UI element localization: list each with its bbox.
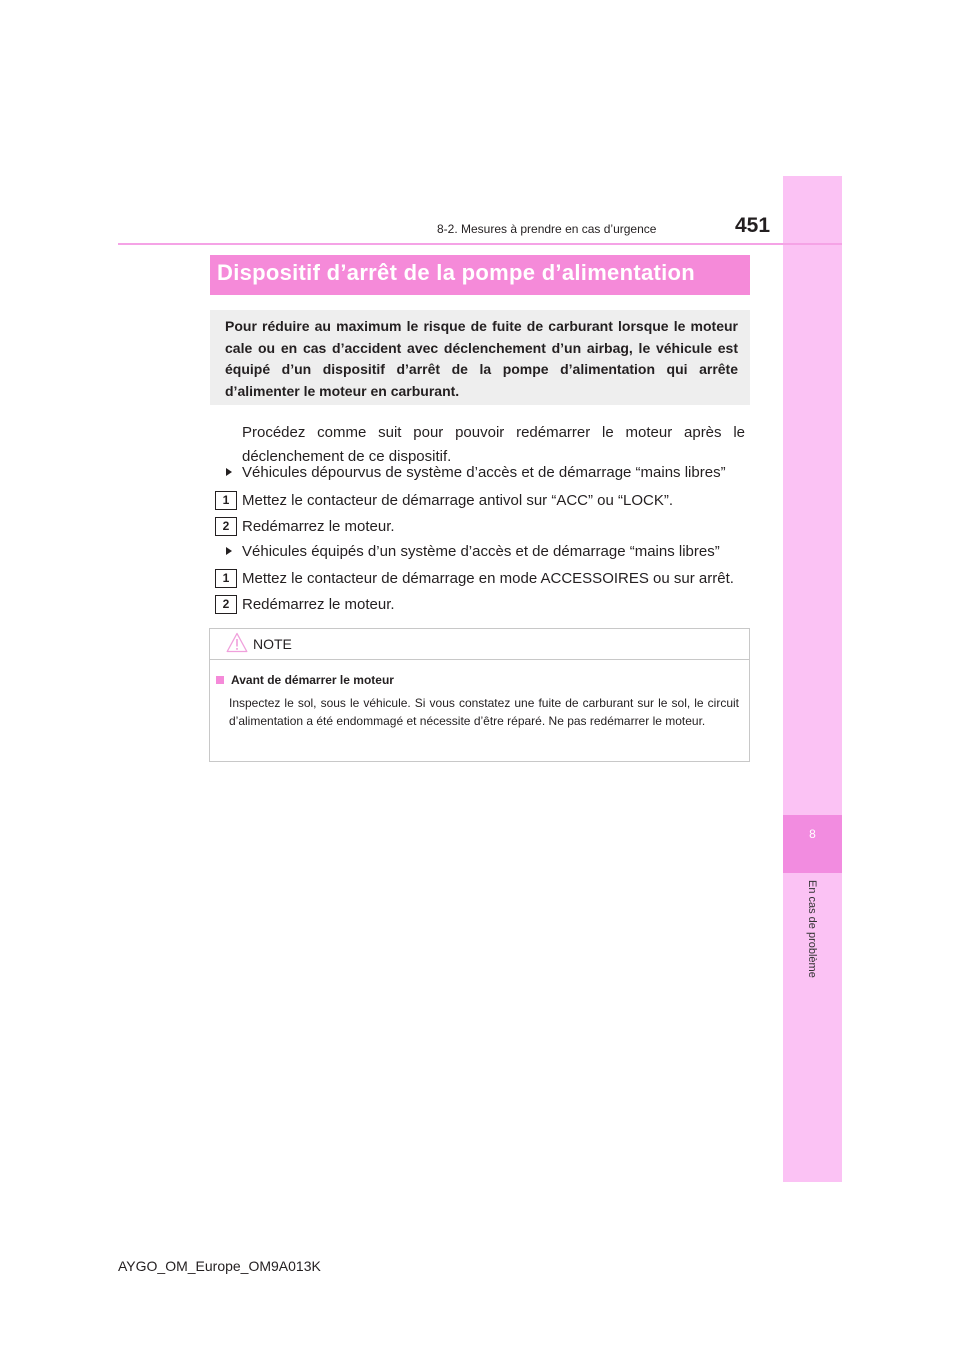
step-text: Redémarrez le moteur. <box>242 518 395 535</box>
step-text: Mettez le contacteur de démarrage en mode ACCESSOIRES ou sur arrêt. <box>242 570 734 587</box>
chapter-number: 8 <box>783 815 842 873</box>
section-title: 8-2. Mesures à prendre en cas d’urgence <box>437 222 657 236</box>
footer-doc-id: AYGO_OM_Europe_OM9A013K <box>118 1258 321 1274</box>
page-number: 451 <box>735 214 771 237</box>
step-text: Mettez le contacteur de démarrage antivol sur “ACC” ou “LOCK”. <box>242 492 674 509</box>
note-box <box>209 628 750 762</box>
step-number-badge: 2 <box>215 595 237 614</box>
arrow-bullet-icon <box>226 468 232 476</box>
body-paragraph: Procédez comme suit pour pouvoir redémarrer le moteur après le déclenchement de ce dispositif. <box>242 424 745 465</box>
header-divider <box>118 243 842 245</box>
group-heading-keyless-absent: Véhicules dépourvus de système d’accès et de démarrage “mains libres” <box>226 464 726 481</box>
step-text: Redémarrez le moteur. <box>242 596 395 613</box>
arrow-bullet-icon <box>226 547 232 555</box>
page-title: Dispositif d’arrêt de la pompe d’alimentation <box>217 260 696 285</box>
intro-box: Pour réduire au maximum le risque de fuite de carburant lorsque le moteur cale ou en cas d’accident avec déclenchement d’un airbag, le véhicule est équipé d’un dispositif d’arrêt de la pompe d’alimentation qui arrête d’alimenter le moteur en carburant. <box>210 310 750 405</box>
note-subheading: Avant de démarrer le moteur <box>216 673 394 687</box>
note-label: NOTE <box>253 636 292 652</box>
note-body: Inspectez le sol, sous le véhicule. Si vous constatez une fuite de carburant sur le sol, le circuit d’alimentation a été endommagé et nécessite d’être réparé. Ne pas redémarrer le moteur. <box>229 696 739 728</box>
group-heading-keyless-present: Véhicules équipés d’un système d’accès et de démarrage “mains libres” <box>226 543 720 560</box>
warning-triangle-icon <box>226 632 248 653</box>
note-header <box>210 629 749 660</box>
chapter-label: En cas de problème <box>806 880 818 978</box>
square-bullet-icon <box>216 676 224 684</box>
chapter-side-tab <box>783 176 842 1182</box>
step-number-badge: 1 <box>215 569 237 588</box>
step-number-badge: 2 <box>215 517 237 536</box>
step-number-badge: 1 <box>215 491 237 510</box>
